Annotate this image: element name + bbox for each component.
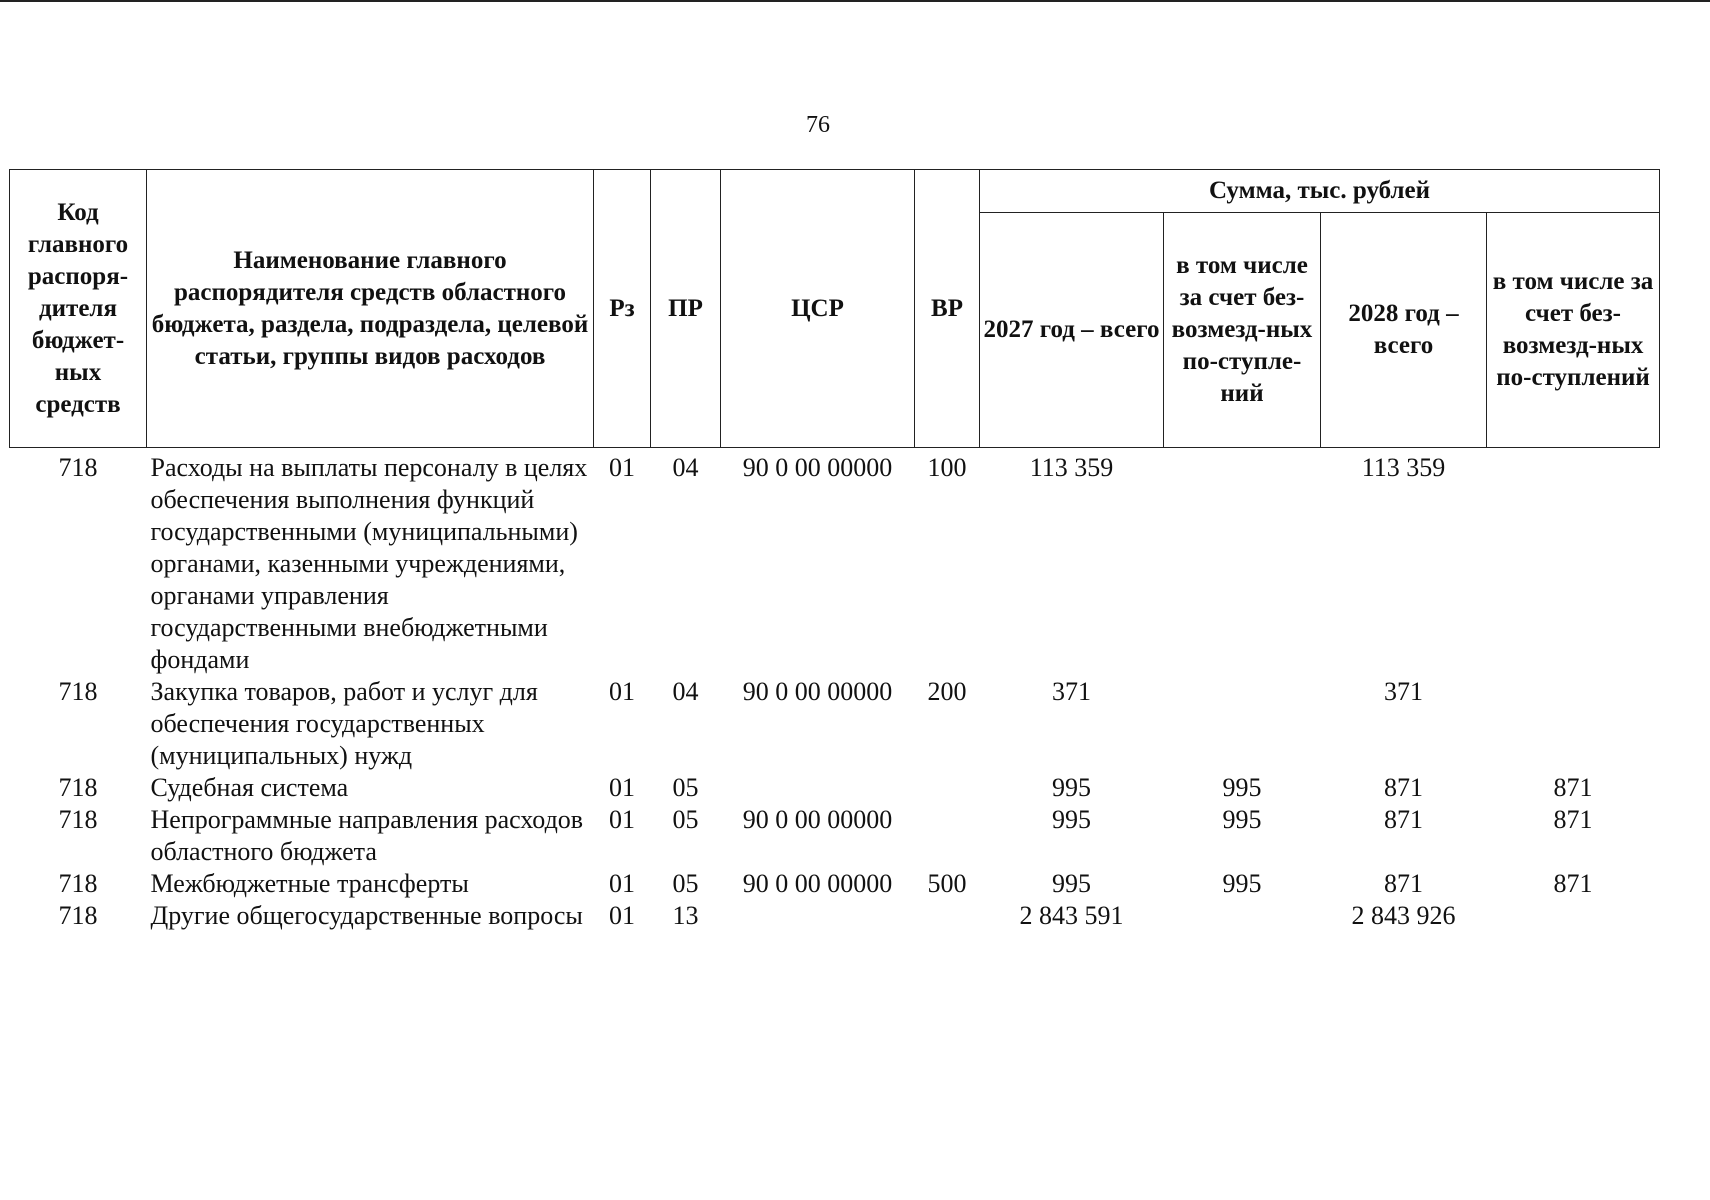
row-2028-total: 113 359 bbox=[1361, 453, 1446, 482]
row-name: Другие общегосударственные вопросы bbox=[150, 901, 583, 930]
row-code: 718 bbox=[58, 773, 98, 802]
row-2028-total: 871 bbox=[1384, 869, 1423, 898]
row-pr: 05 bbox=[672, 805, 699, 834]
top-border-line bbox=[0, 0, 1710, 2]
row-csr: 90 0 00 00000 bbox=[742, 677, 893, 706]
row-rz: 01 bbox=[609, 869, 635, 898]
row-2027-free bbox=[1164, 900, 1321, 932]
row-2027-free bbox=[1164, 448, 1321, 677]
row-2028-total: 871 bbox=[1384, 805, 1423, 834]
row-2028-free bbox=[1487, 676, 1660, 772]
row-name: Закупка товаров, работ и услуг для обеспечения государственных (муниципальных) нужд bbox=[150, 677, 538, 770]
table-row bbox=[10, 448, 1660, 677]
row-rz: 01 bbox=[609, 773, 635, 802]
header-2027-total: 2027 год – всего bbox=[980, 213, 1164, 448]
row-code: 718 bbox=[58, 453, 98, 482]
row-csr: 90 0 00 00000 bbox=[742, 453, 893, 482]
row-rz: 01 bbox=[609, 901, 635, 930]
row-name: Непрограммные направления расходов областного бюджета bbox=[150, 805, 584, 866]
row-2028-free: 871 bbox=[1553, 773, 1593, 802]
row-2027-total: 113 359 bbox=[1029, 453, 1114, 482]
row-2027-free: 995 bbox=[1222, 773, 1262, 802]
row-2028-total: 2 843 926 bbox=[1351, 901, 1456, 930]
row-2027-total: 995 bbox=[1052, 773, 1091, 802]
row-csr: 90 0 00 00000 bbox=[742, 869, 893, 898]
table-row bbox=[10, 772, 1660, 804]
row-vr bbox=[915, 900, 980, 932]
header-2028-free: в том числе за счет без-возмезд-ных по-ступлений bbox=[1487, 213, 1660, 448]
row-code: 718 bbox=[58, 901, 98, 930]
row-2027-free bbox=[1164, 676, 1321, 772]
row-pr: 13 bbox=[672, 901, 699, 930]
row-pr: 05 bbox=[672, 869, 699, 898]
row-name: Расходы на выплаты персоналу в целях обеспечения выполнения функций государственными (муниципальными) органами, казенными учреждениями, органами управления государственными внебюджетными фондами bbox=[150, 453, 588, 674]
header-pr: ПР bbox=[651, 170, 721, 448]
row-2028-free bbox=[1487, 900, 1660, 932]
row-2027-free: 995 bbox=[1222, 869, 1262, 898]
budget-table bbox=[9, 169, 1660, 932]
table-row bbox=[10, 868, 1660, 900]
row-2027-total: 995 bbox=[1052, 869, 1091, 898]
row-2028-free bbox=[1487, 448, 1660, 677]
page-number: 76 bbox=[806, 112, 830, 138]
table-row bbox=[10, 804, 1660, 868]
row-rz: 01 bbox=[609, 453, 635, 482]
row-code: 718 bbox=[58, 677, 98, 706]
header-sum-group: Сумма, тыс. рублей bbox=[980, 170, 1660, 213]
row-2028-total: 871 bbox=[1384, 773, 1423, 802]
row-2028-total: 371 bbox=[1384, 677, 1423, 706]
row-name: Межбюджетные трансферты bbox=[150, 869, 469, 898]
row-vr bbox=[915, 772, 980, 804]
row-csr: 90 0 00 00000 bbox=[742, 805, 893, 834]
table-header bbox=[10, 170, 1660, 448]
row-2028-free: 871 bbox=[1553, 869, 1593, 898]
row-csr bbox=[721, 900, 915, 932]
row-rz: 01 bbox=[609, 677, 635, 706]
row-code: 718 bbox=[58, 869, 98, 898]
row-2028-free: 871 bbox=[1553, 805, 1593, 834]
table-row bbox=[10, 676, 1660, 772]
row-vr bbox=[915, 804, 980, 868]
header-2028-total: 2028 год – всего bbox=[1321, 213, 1487, 448]
row-2027-total: 995 bbox=[1052, 805, 1091, 834]
header-csr: ЦСР bbox=[721, 170, 915, 448]
row-pr: 04 bbox=[672, 677, 699, 706]
row-vr: 100 bbox=[927, 453, 967, 482]
row-pr: 04 bbox=[672, 453, 699, 482]
row-2027-free: 995 bbox=[1222, 805, 1262, 834]
row-2027-total: 371 bbox=[1052, 677, 1091, 706]
row-vr: 500 bbox=[927, 869, 967, 898]
header-name: Наименование главного распорядителя средств областного бюджета, раздела, подраздела, целевой статьи, группы видов расходов bbox=[147, 170, 594, 448]
row-csr bbox=[721, 772, 915, 804]
header-rz: Рз bbox=[594, 170, 651, 448]
table-body bbox=[10, 448, 1660, 933]
header-vr: ВР bbox=[915, 170, 980, 448]
header-code: Код главного распоря-дителя бюджет-ных средств bbox=[10, 170, 147, 448]
row-rz: 01 bbox=[609, 805, 635, 834]
row-vr: 200 bbox=[927, 677, 967, 706]
row-code: 718 bbox=[58, 805, 98, 834]
row-name: Судебная система bbox=[150, 773, 349, 802]
row-pr: 05 bbox=[672, 773, 699, 802]
header-2027-free: в том числе за счет без-возмезд-ных по-ступле-ний bbox=[1164, 213, 1321, 448]
row-2027-total: 2 843 591 bbox=[1019, 901, 1124, 930]
table-row bbox=[10, 900, 1660, 932]
